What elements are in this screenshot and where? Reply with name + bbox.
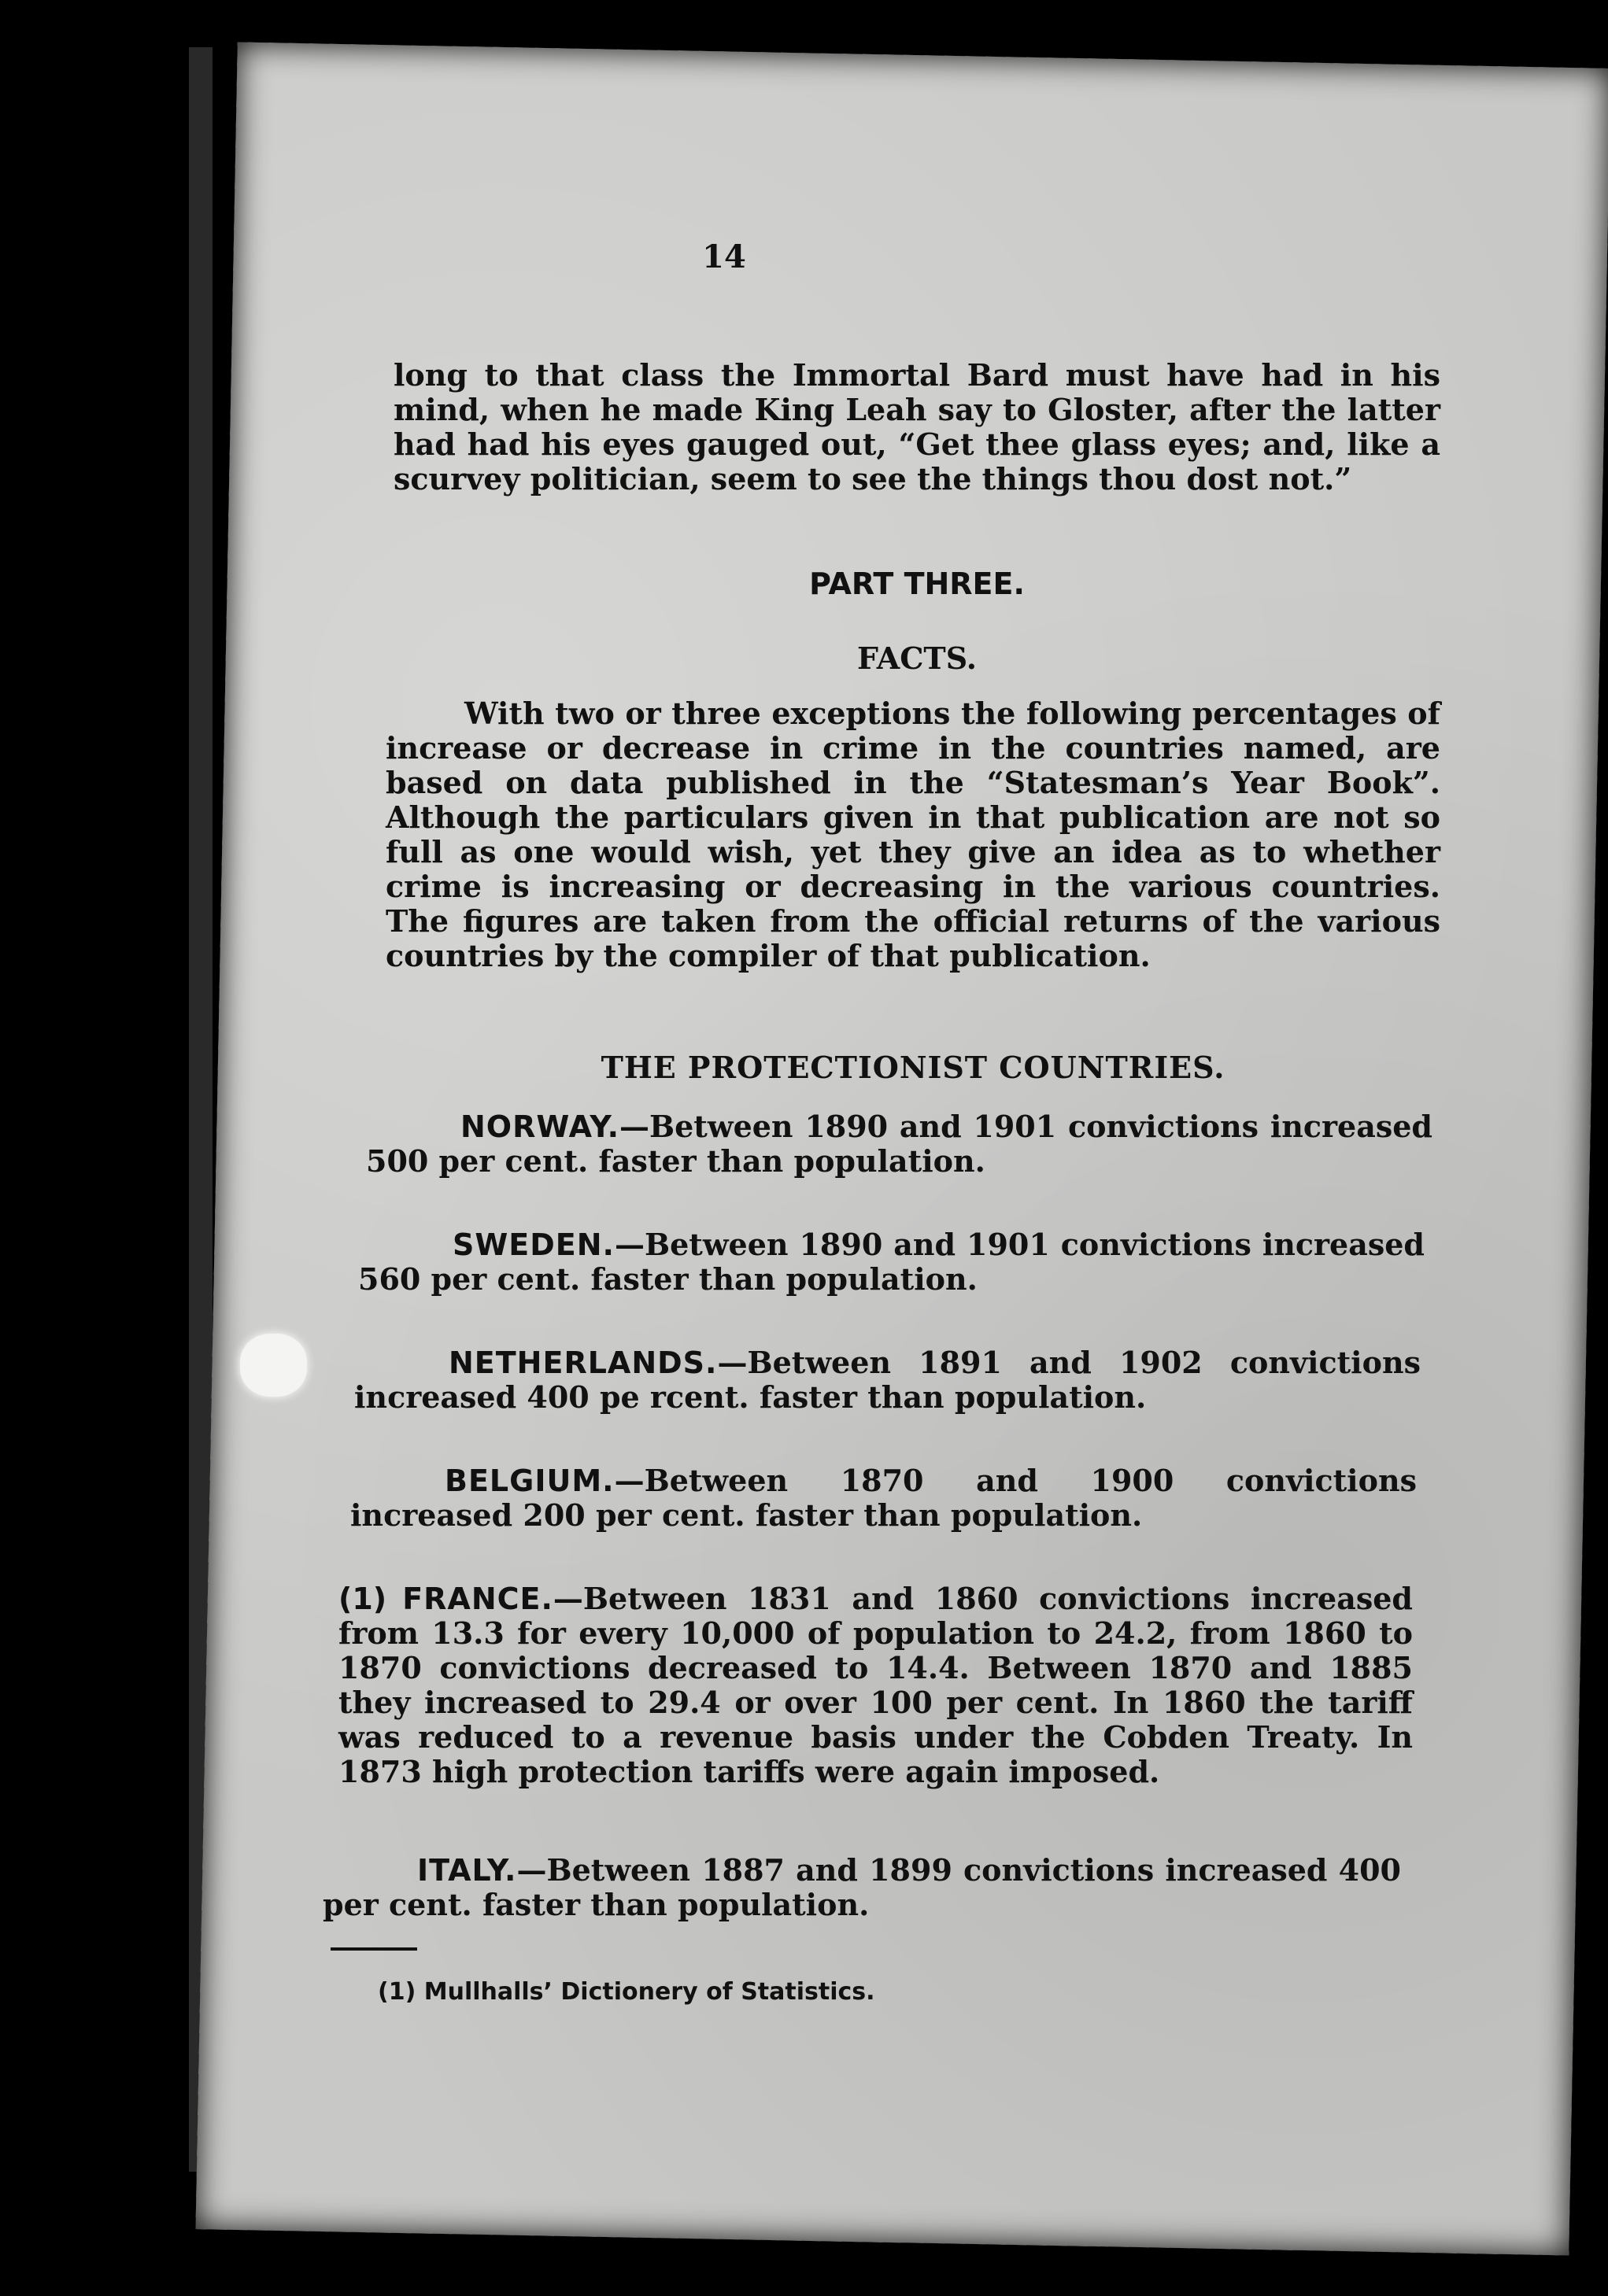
footnote-marker: (1): [338, 1582, 387, 1616]
footnote: (1) Mullhalls’ Dictionery of Statistics.: [378, 1978, 875, 2006]
facts-heading: FACTS.: [856, 640, 978, 676]
country-name: FRANCE.: [402, 1582, 553, 1616]
country-name: BELGIUM.: [445, 1464, 615, 1498]
entry-text: —Between 1891 and 1902 convictions increased 400 pe rcent. faster than population.: [354, 1345, 1421, 1415]
country-name: NORWAY.: [460, 1109, 620, 1144]
part-heading: PART THREE.: [809, 567, 1025, 601]
entry-text: —Between 1831 and 1860 convictions increased from 13.3 for every 10,000 of population to 24.2, from 1860 to 1870 convictions decreased to 14.4. Between 1870 and 1885 they increased to 29.4 or over 100 per cent. In 1860 the tariff was reduced to a revenue basis under the Cobden Treaty. In 1873 high protection tariffs were again imposed.: [338, 1581, 1413, 1789]
entry-text: —Between 1870 and 1900 convictions increased 200 per cent. faster than population.: [350, 1463, 1417, 1533]
intro-paragraph: long to that class the Immortal Bard must have had in his mind, when he made King Leah say to Gloster, after the latter had had his eyes gauged out, “Get thee glass eyes; and, like a scurvey politician, seem to see the things thou dost not.”: [394, 357, 1440, 496]
country-name: ITALY.: [417, 1853, 517, 1888]
country-name: SWEDEN.: [453, 1227, 615, 1262]
entry-norway: [366, 1109, 1432, 1179]
entry-belgium: [350, 1464, 1417, 1533]
entry-netherlands: [354, 1345, 1421, 1415]
entry-france: [338, 1582, 1413, 1789]
entry-text: —Between 1890 and 1901 convictions increased 560 per cent. faster than population.: [358, 1227, 1425, 1297]
footnote-rule: [331, 1947, 417, 1951]
facts-paragraph: With two or three exceptions the following percentages of increase or decrease in crime in the countries named, are based on data published in the “Statesman’s Year Book”. Although the particulars given in that publication are not so full as one would wish, yet they give an idea as to whether crime is increasing or decreasing in the various countries. The figures are taken from the official returns of the various countries by the compiler of that publication.: [386, 696, 1440, 973]
entry-text: —Between 1890 and 1901 convictions increased 500 per cent. faster than population.: [366, 1109, 1432, 1179]
country-name: NETHERLANDS.: [449, 1345, 718, 1380]
section-heading: THE PROTECTIONIST COUNTRIES.: [601, 1050, 1225, 1085]
entry-sweden: [358, 1227, 1425, 1297]
entry-italy: [323, 1853, 1401, 1922]
entry-text: —Between 1887 and 1899 convictions increased 400 per cent. faster than population.: [323, 1852, 1401, 1922]
page-number: 14: [702, 238, 746, 275]
ink-blot: [240, 1334, 307, 1397]
